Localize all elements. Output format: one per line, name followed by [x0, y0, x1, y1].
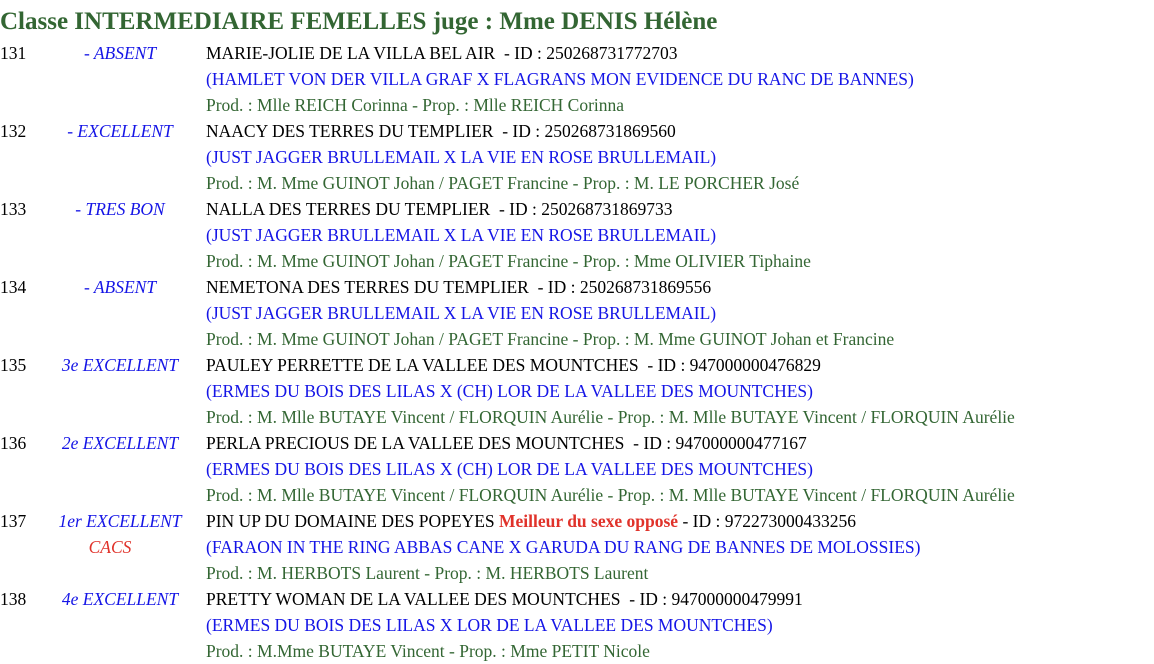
- class-title: Classe INTERMEDIAIRE FEMELLES juge : Mme DENIS Hélène: [0, 8, 718, 35]
- entry-134: [0, 274, 1154, 352]
- entry-result: - TRES BON: [75, 199, 165, 219]
- entry-header-line: [206, 586, 803, 612]
- entry-135: [0, 352, 1154, 430]
- dog-parents: (ERMES DU BOIS DES LILAS X (CH) LOR DE LA VALLEE DES MOUNTCHES): [206, 459, 813, 479]
- dog-parents: (FARAON IN THE RING ABBAS CANE X GARUDA DU RANG DE BANNES DE MOLOSSIES): [206, 537, 921, 557]
- dog-name: NALLA DES TERRES DU TEMPLIER: [206, 199, 491, 219]
- dog-name: PRETTY WOMAN DE LA VALLEE DES MOUNTCHES: [206, 589, 621, 609]
- entry-136: [0, 430, 1154, 508]
- entry-number: 136: [0, 433, 27, 453]
- entry-header-line: [206, 508, 856, 534]
- dog-id: - ID : 972273000433256: [682, 511, 856, 531]
- dog-owners: Prod. : Mlle REICH Corinna - Prop. : Mlle REICH Corinna: [206, 95, 625, 115]
- dog-id: - ID : 250268731772703: [503, 43, 678, 63]
- entry-138: [0, 586, 1154, 664]
- entry-result: 2e EXCELLENT: [61, 433, 179, 453]
- entry-header-line: [206, 196, 673, 222]
- entry-header-line: [206, 118, 676, 144]
- dog-id: - ID : 250268731869733: [498, 199, 673, 219]
- dog-name: MARIE-JOLIE DE LA VILLA BEL AIR: [206, 43, 496, 63]
- entry-131: [0, 40, 1154, 118]
- entry-number: 135: [0, 355, 27, 375]
- dog-id: - ID : 250268731869560: [502, 121, 676, 141]
- entry-result: 3e EXCELLENT: [61, 355, 179, 375]
- dog-parents: (ERMES DU BOIS DES LILAS X LOR DE LA VALLEE DES MOUNTCHES): [206, 615, 773, 635]
- dog-name: PIN UP DU DOMAINE DES POPEYES: [206, 511, 495, 531]
- entry-result: - ABSENT: [83, 43, 157, 63]
- entry-number: 137: [0, 511, 27, 531]
- entry-header-line: [206, 430, 807, 456]
- dog-parents: (JUST JAGGER BRULLEMAIL X LA VIE EN ROSE BRULLEMAIL): [206, 303, 717, 323]
- distinction-label: Meilleur du sexe opposé: [499, 511, 679, 531]
- entry-award: CACS: [88, 537, 132, 557]
- entry-result: - ABSENT: [83, 277, 157, 297]
- dog-parents: (JUST JAGGER BRULLEMAIL X LA VIE EN ROSE BRULLEMAIL): [206, 225, 717, 245]
- entry-list: [0, 40, 1154, 664]
- entry-132: [0, 118, 1154, 196]
- dog-parents: (ERMES DU BOIS DES LILAS X (CH) LOR DE LA VALLEE DES MOUNTCHES): [206, 381, 813, 401]
- dog-owners: Prod. : M. HERBOTS Laurent - Prop. : M. HERBOTS Laurent: [206, 563, 649, 583]
- dog-owners: Prod. : M. Mme GUINOT Johan / PAGET Francine - Prop. : Mme OLIVIER Tiphaine: [206, 251, 811, 271]
- dog-name: PERLA PRECIOUS DE LA VALLEE DES MOUNTCHES: [206, 433, 625, 453]
- entry-number: 131: [0, 43, 27, 63]
- entry-result: 4e EXCELLENT: [61, 589, 179, 609]
- dog-name: NEMETONA DES TERRES DU TEMPLIER: [206, 277, 529, 297]
- dog-owners: Prod. : M. Mme GUINOT Johan / PAGET Francine - Prop. : M. LE PORCHER José: [206, 173, 800, 193]
- entry-header-line: [206, 274, 711, 300]
- entry-number: 132: [0, 121, 27, 141]
- entry-result: - EXCELLENT: [67, 121, 173, 141]
- dog-name: PAULEY PERRETTE DE LA VALLEE DES MOUNTCHES: [206, 355, 639, 375]
- entry-header-line: [206, 352, 821, 378]
- dog-id: - ID : 947000000479991: [629, 589, 803, 609]
- entry-133: [0, 196, 1154, 274]
- entry-result: 1er EXCELLENT: [58, 511, 182, 531]
- dog-parents: (HAMLET VON DER VILLA GRAF X FLAGRANS MON EVIDENCE DU RANC DE BANNES): [206, 69, 914, 89]
- entry-137: [0, 508, 1154, 586]
- dog-owners: Prod. : M.Mme BUTAYE Vincent - Prop. : Mme PETIT Nicole: [206, 641, 650, 661]
- entry-header-line: [206, 40, 678, 66]
- dog-id: - ID : 947000000476829: [647, 355, 821, 375]
- dog-id: - ID : 250268731869556: [537, 277, 712, 297]
- entry-number: 138: [0, 589, 27, 609]
- dog-owners: Prod. : M. Mlle BUTAYE Vincent / FLORQUIN Aurélie - Prop. : M. Mlle BUTAYE Vincent / FLORQUIN Aurélie: [206, 485, 1015, 505]
- entry-number: 133: [0, 199, 27, 219]
- dog-id: - ID : 947000000477167: [633, 433, 807, 453]
- dog-owners: Prod. : M. Mlle BUTAYE Vincent / FLORQUIN Aurélie - Prop. : M. Mlle BUTAYE Vincent / FLORQUIN Aurélie: [206, 407, 1015, 427]
- entry-number: 134: [0, 277, 27, 297]
- dog-name: NAACY DES TERRES DU TEMPLIER: [206, 121, 494, 141]
- dog-owners: Prod. : M. Mme GUINOT Johan / PAGET Francine - Prop. : M. Mme GUINOT Johan et Francine: [206, 329, 895, 349]
- dog-parents: (JUST JAGGER BRULLEMAIL X LA VIE EN ROSE BRULLEMAIL): [206, 147, 717, 167]
